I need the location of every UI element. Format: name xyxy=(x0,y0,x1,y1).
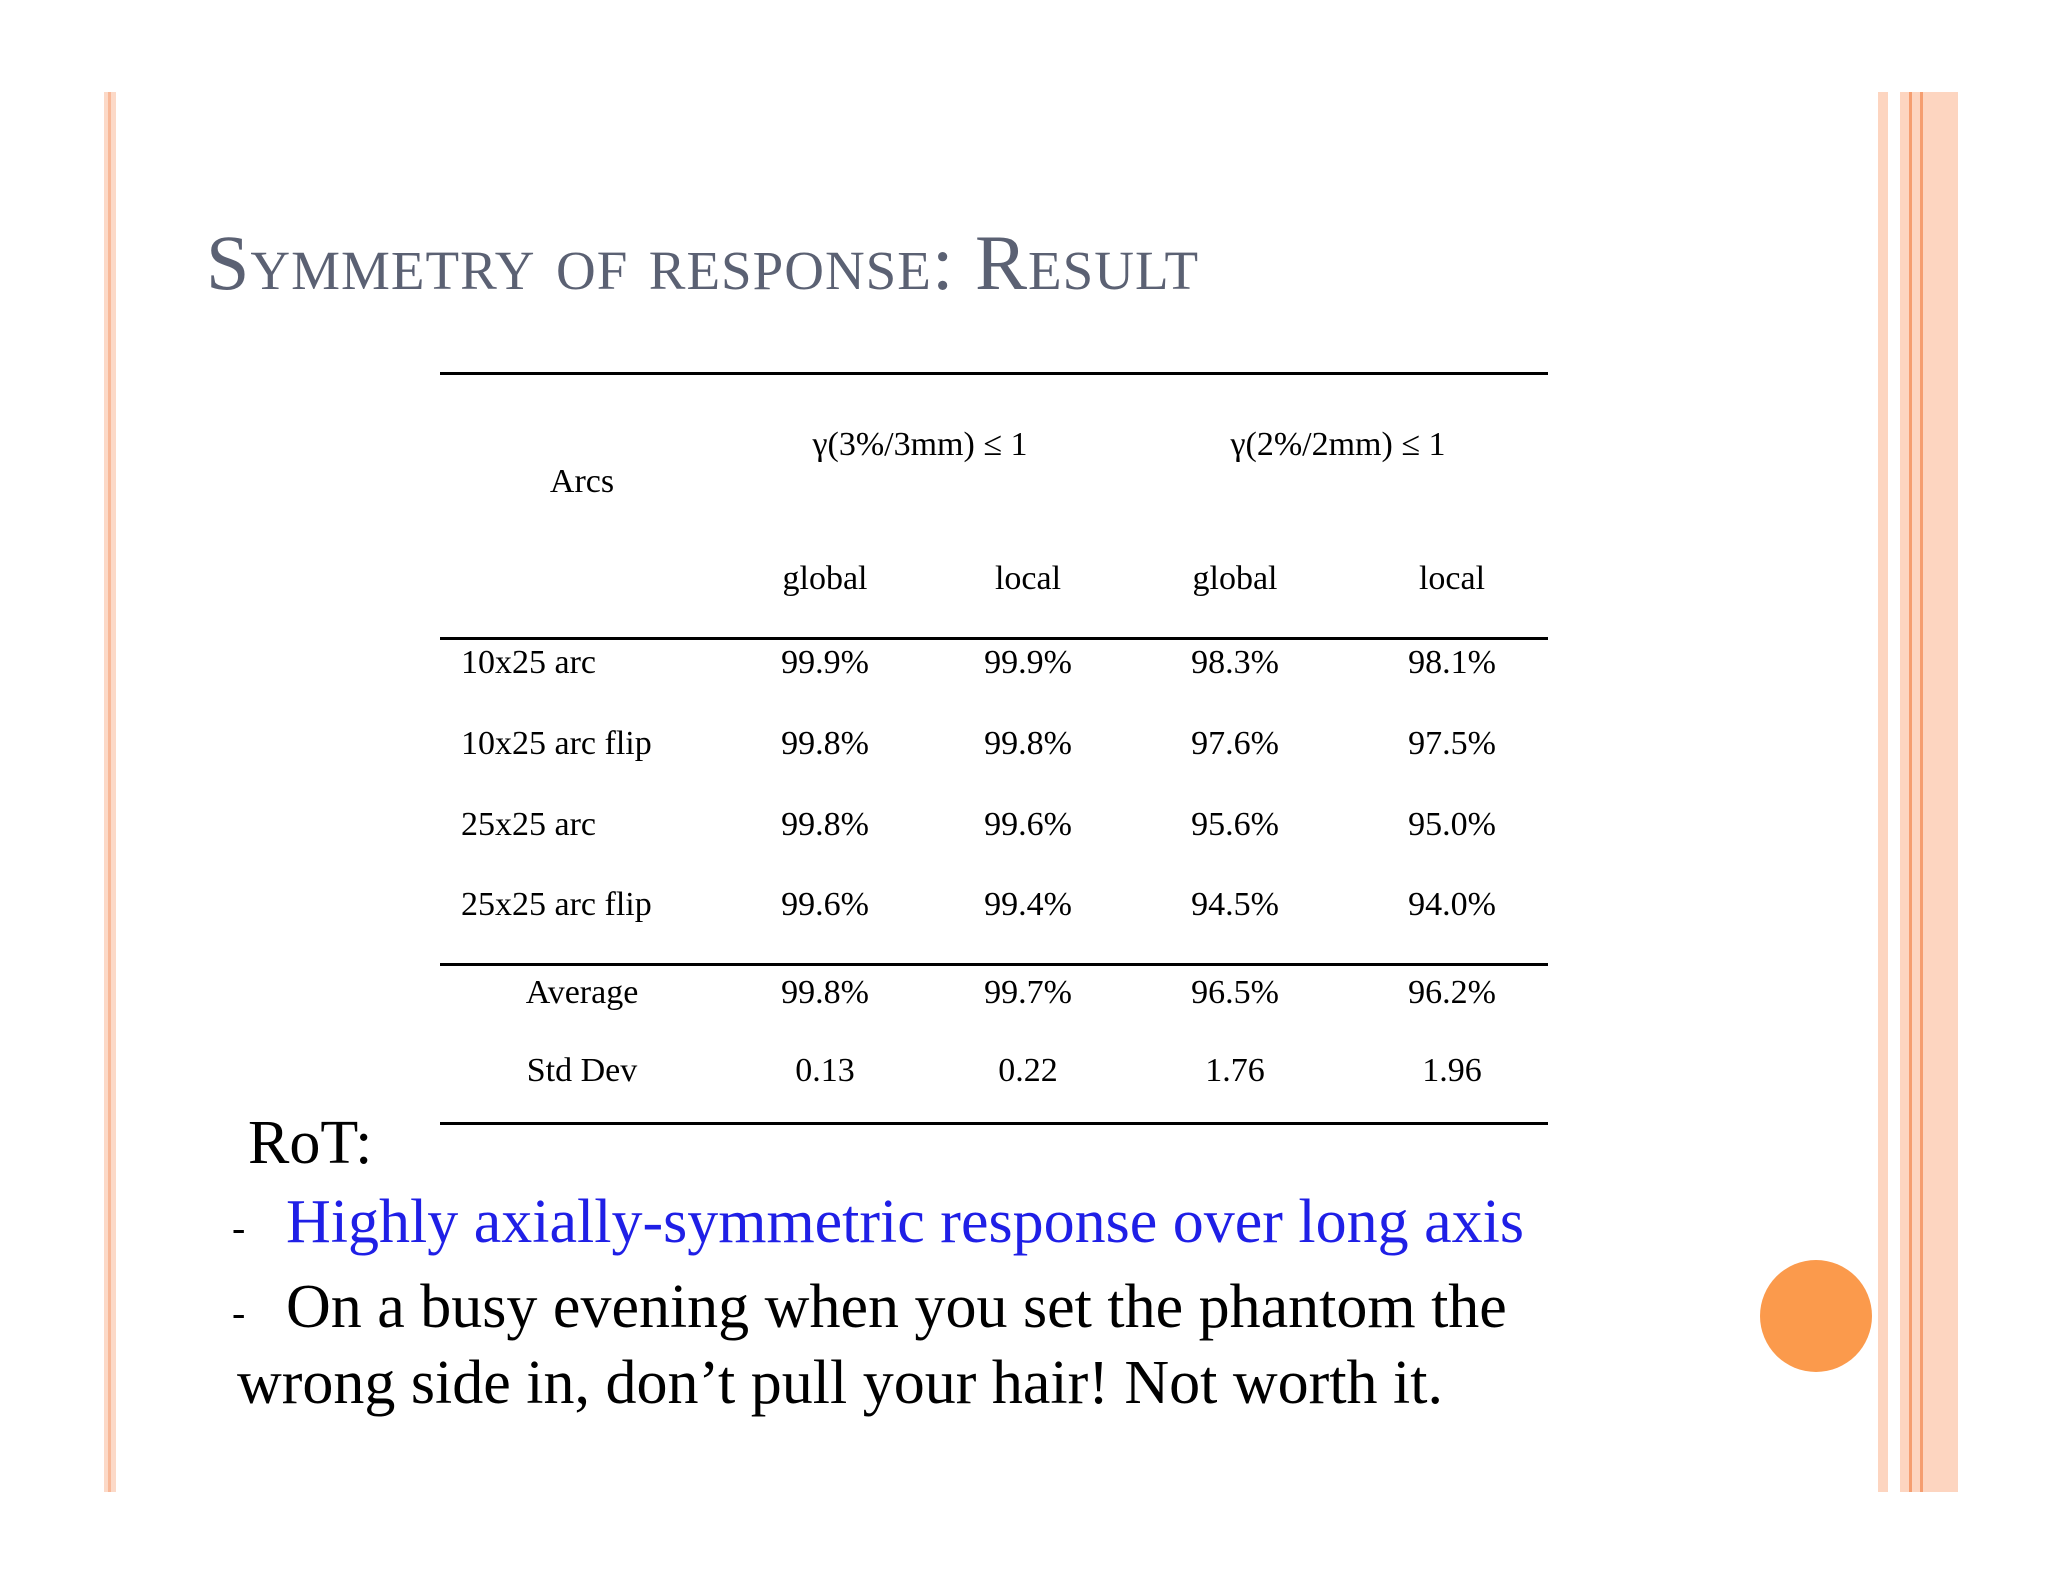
table-row-label: Std Dev xyxy=(526,1052,638,1089)
table-cell: 99.8% xyxy=(781,806,869,843)
table-cell: 94.5% xyxy=(1191,886,1279,923)
table-cell: 97.6% xyxy=(1191,725,1279,762)
rot-bullet-text: Highly axially-symmetric response over long axis xyxy=(286,1188,1525,1256)
table-sub-header: global xyxy=(782,560,868,597)
slide-title: Symmetry of response: Result xyxy=(206,219,1200,306)
table-cell: 99.8% xyxy=(781,974,869,1011)
table-cell: 99.6% xyxy=(984,806,1072,843)
table-cell: 95.0% xyxy=(1408,806,1496,843)
table-row-label: 10x25 arc xyxy=(461,644,597,681)
table-cell: 1.76 xyxy=(1205,1052,1265,1089)
rot-bullet xyxy=(232,1187,1524,1263)
table-cell: 94.0% xyxy=(1408,886,1496,923)
table-sub-header: local xyxy=(994,560,1062,597)
left-border-line xyxy=(108,92,111,1492)
table-group-header: γ(3%/3mm) ≤ 1 xyxy=(812,426,1028,463)
table-cell: 96.2% xyxy=(1408,974,1496,1011)
table-row-header: Arcs xyxy=(549,463,615,500)
table-cell: 99.8% xyxy=(781,725,869,762)
table-rule-bottom xyxy=(440,1122,1548,1125)
table-cell: 0.13 xyxy=(795,1052,855,1089)
rot-bullet xyxy=(232,1272,1507,1418)
table-rule-summary xyxy=(440,963,1548,966)
table-row-label: Average xyxy=(525,974,639,1011)
rot-label: RoT: xyxy=(248,1109,373,1177)
table-cell: 0.22 xyxy=(998,1052,1058,1089)
table-cell: 99.4% xyxy=(984,886,1072,923)
table-cell: 95.6% xyxy=(1191,806,1279,843)
table-cell: 1.96 xyxy=(1422,1052,1482,1089)
orange-circle-decoration xyxy=(1760,1260,1872,1372)
table-cell: 97.5% xyxy=(1408,725,1496,762)
right-border-line xyxy=(1920,92,1923,1492)
table-row-label: 10x25 arc flip xyxy=(461,725,652,762)
table-cell: 99.8% xyxy=(984,725,1072,762)
table-rule-header xyxy=(440,637,1548,640)
table-row-label: 25x25 arc flip xyxy=(461,886,652,923)
table-cell: 99.6% xyxy=(781,886,869,923)
table-sub-header: global xyxy=(1192,560,1278,597)
rot-bullet-text: On a busy evening when you set the phantom the xyxy=(286,1273,1507,1341)
table-sub-header: local xyxy=(1418,560,1486,597)
table-cell: 99.9% xyxy=(984,644,1072,681)
table-cell: 98.1% xyxy=(1408,644,1496,681)
table-cell: 96.5% xyxy=(1191,974,1279,1011)
right-border-line xyxy=(1909,92,1912,1492)
table-group-header: γ(2%/2mm) ≤ 1 xyxy=(1230,426,1446,463)
bullet-marker: - xyxy=(232,1289,246,1335)
table-cell: 98.3% xyxy=(1191,644,1279,681)
table-cell: 99.9% xyxy=(781,644,869,681)
right-border-gap xyxy=(1888,92,1900,1492)
bullet-marker: - xyxy=(232,1204,246,1250)
table-rule-top xyxy=(440,372,1548,375)
table-row-label: 25x25 arc xyxy=(461,806,597,843)
rot-bullet-line: wrong side in, don’t pull your hair! Not worth it. xyxy=(237,1348,1444,1417)
rot-bullet-line xyxy=(232,1272,1507,1348)
table-cell: 99.7% xyxy=(984,974,1072,1011)
